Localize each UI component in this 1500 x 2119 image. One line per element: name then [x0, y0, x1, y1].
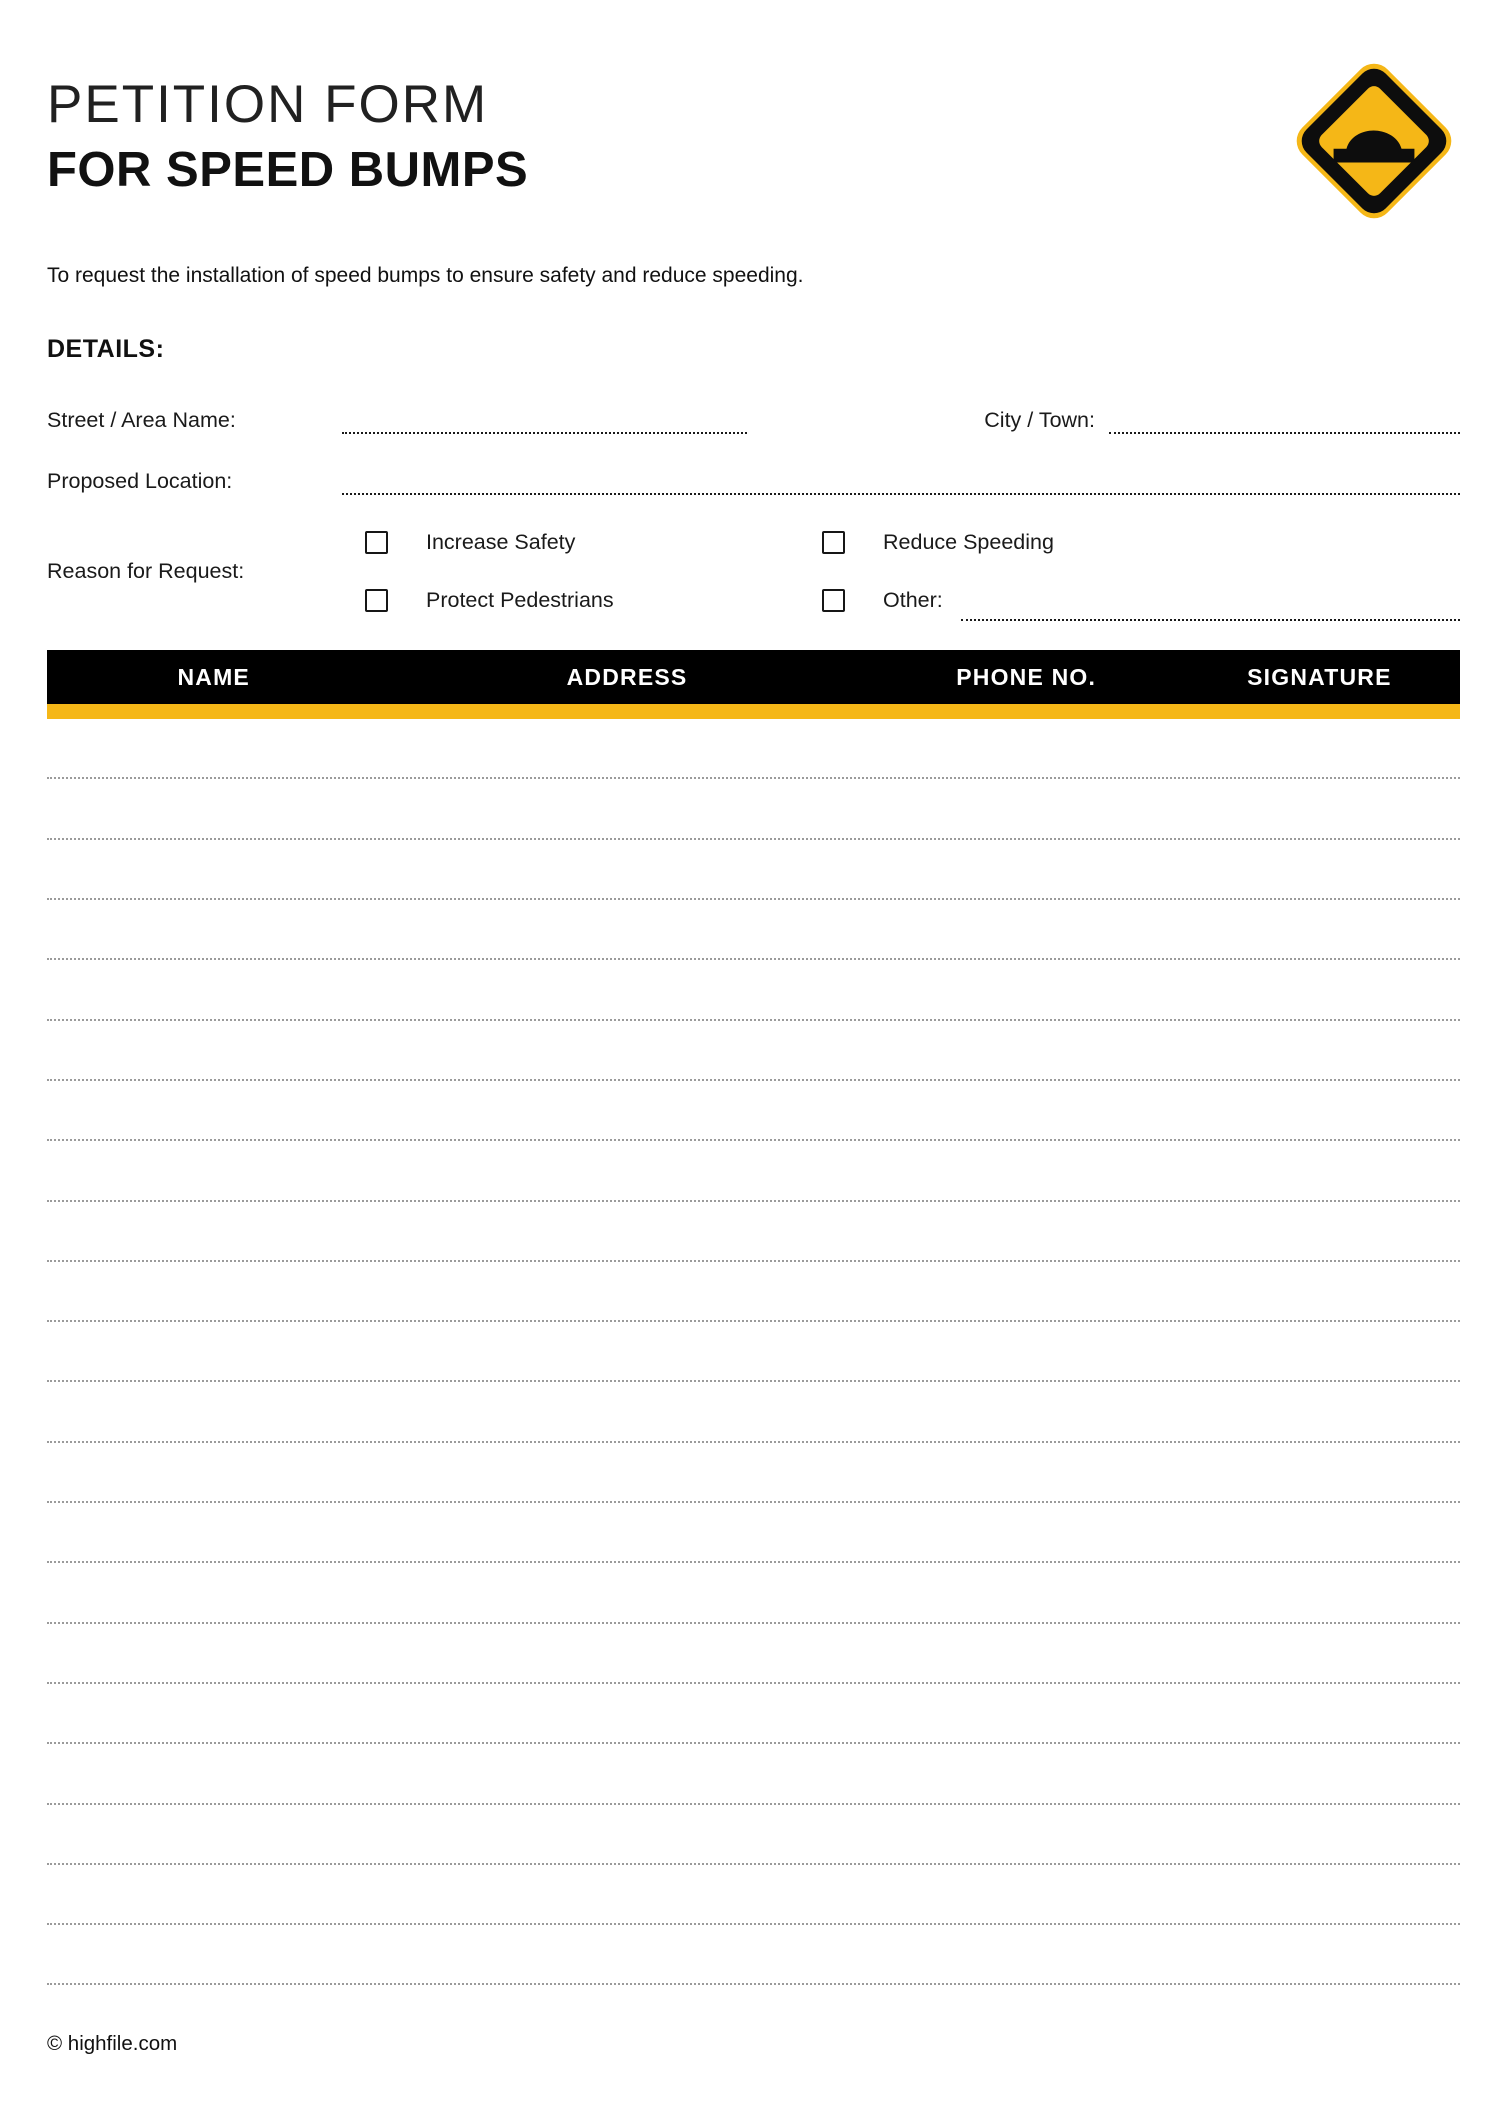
reason-checkbox-protect-pedestrians[interactable] — [365, 589, 388, 612]
footer-copyright: © highfile.com — [47, 2032, 178, 2056]
table-row[interactable] — [47, 1021, 1460, 1081]
other-input-line[interactable] — [961, 595, 1460, 621]
city-field-label: City / Town: — [984, 408, 1095, 433]
page-title-line2: FOR SPEED BUMPS — [47, 143, 529, 197]
table-row[interactable] — [47, 1443, 1460, 1503]
table-row[interactable] — [47, 1141, 1460, 1201]
location-input-line[interactable] — [342, 469, 1460, 495]
accent-strip — [47, 704, 1460, 719]
table-row[interactable] — [47, 1865, 1460, 1925]
table-row[interactable] — [47, 1744, 1460, 1804]
table-row[interactable] — [47, 1382, 1460, 1442]
table-row[interactable] — [47, 1684, 1460, 1744]
signature-rows — [47, 719, 1460, 1985]
page-title-line1: PETITION FORM — [47, 75, 489, 134]
table-row[interactable] — [47, 840, 1460, 900]
table-row[interactable] — [47, 1805, 1460, 1865]
reason-option-other — [799, 571, 1460, 629]
reason-label-other: Other: — [883, 588, 943, 613]
signature-table — [47, 650, 1460, 1985]
speed-bump-sign-icon — [1288, 55, 1460, 227]
street-field-label: Street / Area Name: — [47, 408, 236, 433]
column-header-phone-no: PHONE NO. — [956, 664, 1097, 691]
table-row[interactable] — [47, 779, 1460, 839]
table-row[interactable] — [47, 719, 1460, 779]
reason-field-label: Reason for Request: — [47, 559, 245, 584]
table-row[interactable] — [47, 1081, 1460, 1141]
reason-label-protect-pedestrians: Protect Pedestrians — [426, 588, 614, 613]
form-subtitle: To request the installation of speed bumps to ensure safety and reduce speeding. — [47, 264, 804, 287]
reason-option-protect-pedestrians — [342, 571, 799, 629]
column-header-signature: SIGNATURE — [1247, 664, 1392, 691]
table-row[interactable] — [47, 1262, 1460, 1322]
reason-checkbox-increase-safety[interactable] — [365, 531, 388, 554]
table-row[interactable] — [47, 960, 1460, 1020]
reason-checkbox-reduce-speeding[interactable] — [822, 531, 845, 554]
reason-checkbox-other[interactable] — [822, 589, 845, 612]
table-row[interactable] — [47, 1322, 1460, 1382]
reason-option-reduce-speeding — [799, 513, 1460, 571]
city-input-line[interactable] — [1109, 408, 1460, 434]
table-row[interactable] — [47, 1624, 1460, 1684]
reason-option-increase-safety — [342, 513, 799, 571]
column-header-name: NAME — [177, 664, 250, 691]
table-header — [47, 650, 1460, 704]
reasons-grid — [342, 513, 1460, 629]
reason-label-reduce-speeding: Reduce Speeding — [883, 530, 1054, 555]
header-title-block — [47, 0, 1460, 195]
table-row[interactable] — [47, 1925, 1460, 1985]
reason-row — [47, 513, 1460, 629]
location-field-label: Proposed Location: — [47, 469, 233, 494]
table-row[interactable] — [47, 1563, 1460, 1623]
location-row — [47, 465, 1460, 495]
street-city-row — [47, 404, 1460, 434]
reason-label-increase-safety: Increase Safety — [426, 530, 576, 555]
table-row[interactable] — [47, 900, 1460, 960]
table-row[interactable] — [47, 1202, 1460, 1262]
details-heading: DETAILS: — [47, 335, 165, 364]
table-row[interactable] — [47, 1503, 1460, 1563]
street-input-line[interactable] — [342, 408, 747, 434]
column-header-address: ADDRESS — [566, 664, 688, 691]
